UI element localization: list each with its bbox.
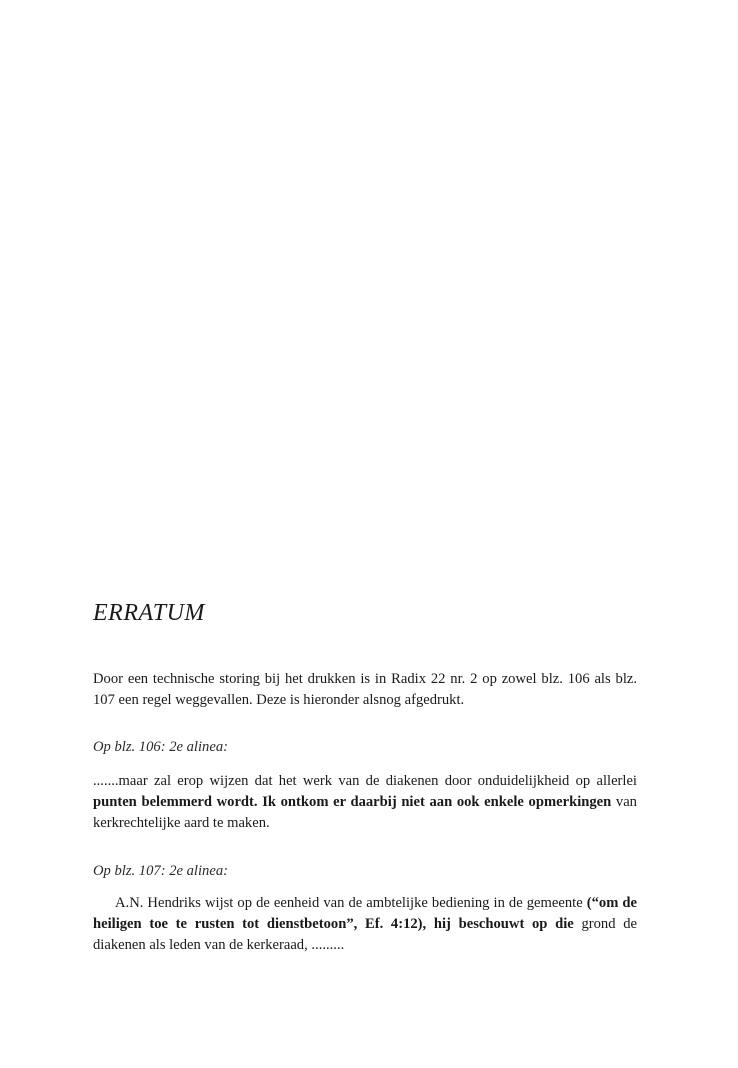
intro-paragraph: Door een technische storing bij het drukken is in Radix 22 nr. 2 op zowel blz. 106 als blz. 107 een regel weggevallen. Deze is hieronder alsnog afgedrukt. <box>93 671 637 708</box>
section2-label: Op blz. 107: 2e alinea: <box>93 863 228 879</box>
section1-label: Op blz. 106: 2e alinea: <box>93 739 228 755</box>
section1-paragraph <box>93 771 637 834</box>
section1-text-before: .......maar zal erop wijzen dat het werk van de diakenen door onduidelijkheid op allerlei <box>93 773 637 789</box>
section2-text-after: grond de diakenen als leden van de kerkeraad, ......... <box>93 916 637 953</box>
section1-text-after: van kerkrechtelijke aard te maken. <box>93 794 637 831</box>
page-title: ERRATUM <box>93 600 205 626</box>
section2-text-before: A.N. Hendriks wijst op de eenheid van de ambtelijke bediening in de gemeente <box>115 895 587 911</box>
section2-text-bold: (“om de heiligen toe te rusten tot dienstbetoon”, Ef. 4:12), hij beschouwt op die <box>93 895 637 932</box>
section1-text-bold: punten belemmerd wordt. Ik ontkom er daarbij niet aan ook enkele opmerkingen <box>93 794 612 810</box>
section2-paragraph <box>93 893 637 956</box>
